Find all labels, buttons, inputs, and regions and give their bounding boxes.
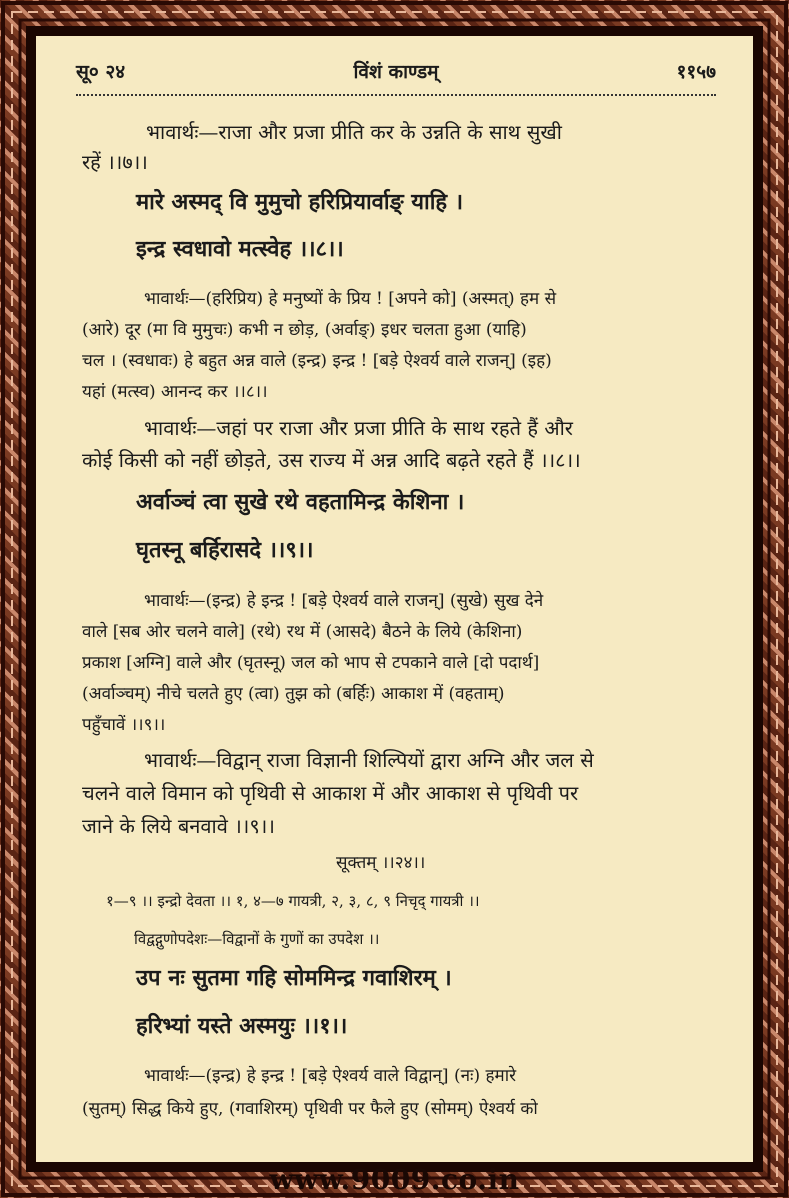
text-line: भावार्थः—(इन्द्र) हे इन्द्र ! [बड़े ऐश्वर्य वाले राजन्] (सुखे) सुख देने xyxy=(144,591,544,611)
text-line: पहुँचावें ।।९।। xyxy=(82,715,166,735)
text-line: भावार्थः—राजा और प्रजा प्रीति कर के उन्नति के साथ सुखी xyxy=(146,120,562,144)
text-line: चल । (स्वधावः) हे बहुत अन्न वाले (इन्द्र) इन्द्र ! [बड़े ऐश्वर्य वाले राजन्] (इह) xyxy=(82,351,552,371)
sukta-heading: सूक्तम् ।।२४।। xyxy=(336,853,426,873)
mantra-line: हरिभ्यां यस्ते अस्मयुः ।।१।। xyxy=(136,1013,348,1039)
mantra-line: मारे अस्मद् वि मुमुचो हरिप्रियार्वाङ् याहि । xyxy=(136,189,464,215)
upadesha-line: विद्वद्गुणोपदेशः—विद्वानों के गुणों का उपदेश ।। xyxy=(134,930,380,948)
mantra-line: उप नः सुतमा गहि सोममिन्द्र गवाशिरम् । xyxy=(136,965,452,991)
mantra-line: घृतस्नू बर्हिरासदे ।।९।। xyxy=(136,537,314,563)
book-page xyxy=(36,36,753,1162)
text-line: कोई किसी को नहीं छोड़ते, उस राज्य में अन्न आदि बढ़ते रहते हैं ।।८।। xyxy=(82,448,581,472)
text-line: (सुतम्) सिद्ध किये हुए, (गवाशिरम्) पृथिवी पर फैले हुए (सोमम्) ऐश्वर्य को xyxy=(82,1099,538,1119)
devata-line: १—९ ।। इन्द्रो देवता ।। १, ४—७ गायत्री, २, ३, ८, ९ निचृद् गायत्री ।। xyxy=(106,892,480,910)
text-line: जाने के लिये बनवावे ।।९।। xyxy=(82,814,275,838)
mantra-line: इन्द्र स्वधावो मत्स्वेह ।।८।। xyxy=(136,236,344,262)
page-header xyxy=(76,58,716,88)
text-line: रहें ।।७।। xyxy=(82,150,148,174)
text-line: यहां (मत्स्व) आनन्द कर ।।८।। xyxy=(82,382,268,402)
mantra-line: अर्वाञ्चं त्वा सुखे रथे वहतामिन्द्र केशिना । xyxy=(136,489,465,515)
text-line: (आरे) दूर (मा वि मुमुचः) कभी न छोड़, (अर्वाङ्) इधर चलता हुआ (याहि) xyxy=(82,320,527,340)
text-line: (अर्वाञ्चम्) नीचे चलते हुए (त्वा) तुझ को (बर्हिः) आकाश में (वहताम्) xyxy=(82,684,505,704)
text-line: वाले [सब ओर चलने वाले] (रथे) रथ में (आसदे) बैठने के लिये (केशिना) xyxy=(82,622,523,642)
text-line: प्रकाश [अग्नि] वाले और (घृतस्नू) जल को भाप से टपकाने वाले [दो पदार्थ] xyxy=(82,653,540,673)
header-rule xyxy=(76,94,716,96)
text-line: भावार्थः—(इन्द्र) हे इन्द्र ! [बड़े ऐश्वर्य वाले विद्वान्] (नः) हमारे xyxy=(144,1066,517,1086)
page-number: ११५७ xyxy=(676,61,716,83)
sukta-number: सू० २४ xyxy=(76,61,126,83)
watermark-url: www.9009.co.in xyxy=(269,1163,520,1196)
text-line: भावार्थः—(हरिप्रिय) हे मनुष्यों के प्रिय ! [अपने को] (अस्मत्) हम से xyxy=(144,289,557,309)
text-line: भावार्थः—विद्वान् राजा विज्ञानी शिल्पियों द्वारा अग्नि और जल से xyxy=(144,748,594,772)
text-line: चलने वाले विमान को पृथिवी से आकाश में और आकाश से पृथिवी पर xyxy=(82,781,579,805)
section-title: विंशं काण्डम् xyxy=(353,61,439,83)
text-line: भावार्थः—जहां पर राजा और प्रजा प्रीति के साथ रहते हैं और xyxy=(144,416,573,440)
